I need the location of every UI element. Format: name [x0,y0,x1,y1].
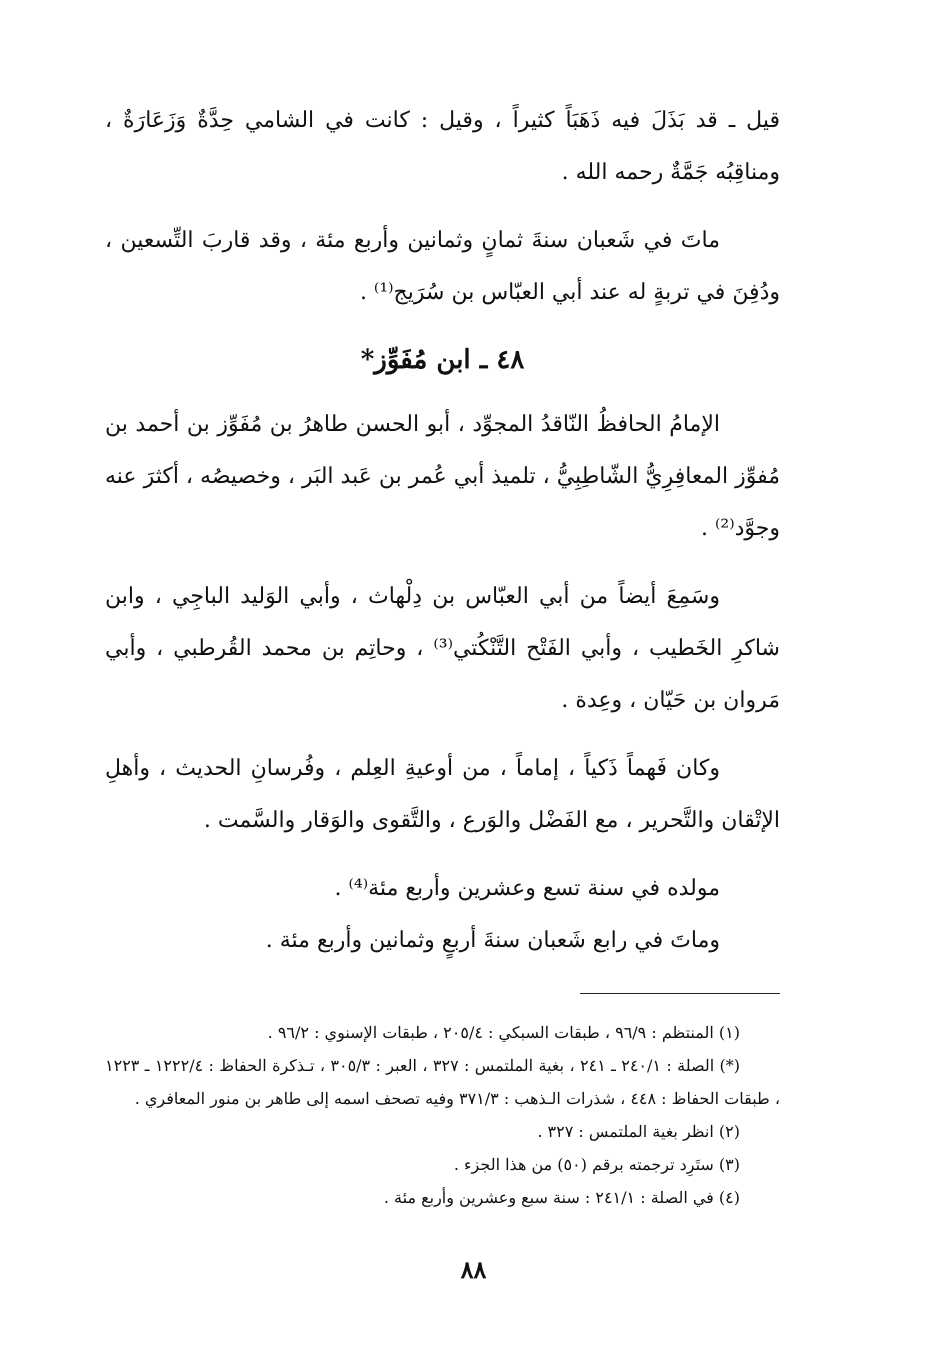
footnote-3: (٣) ستَرِد ترجمته برقم (٥٠) من هذا الجزء . [453,1155,740,1174]
paragraph-2: ماتَ في شَعبان سنةَ ثمانٍ وثمانين وأربع مئة ، وقد قاربَ التِّسعين ، ودُفِنَ في تربةٍ له عند أبي العبّاس بن سُرَيج⁽¹⁾ . [105,228,780,305]
footnote-star: (*) الصلة : ٢٤٠/١ ـ ٢٤١ ، بغية الملتمس : ٣٢٧ ، العبر : ٣٠٥/٣ ، تـذكرة الحفاظ : ١٢٢٢/٤ ـ ١٢٢٣ ، طبقات الحفاظ : ٤٤٨ ، شذرات الـذهب : ٣٧١/٣ وفيه تصحف اسمه إلى طاهر بن منور المعافري . [105,1056,780,1108]
section-heading: ٤٨ ـ ابن مُفَوِّز* [360,345,525,375]
footnote-4: (٤) في الصلة : ٢٤١/١ : سنة سبع وعشرين وأربع مئة . [383,1188,740,1207]
page-body [105,95,780,1214]
paragraph-4: وسَمِعَ أيضاً من أبي العبّاس بن دِلْهاث ، وأبي الوَليد الباجِي ، وابن شاكرِ الخَطيب ، وأبي الفَتْح التَّنْكُتي⁽³⁾ ، وحاتِم بن محمد القُرطبي ، وأبي مَروان بن حَيّان ، وعِدة . [105,584,780,713]
paragraph-6: مولده في سنة تسع وعشرين وأربع مئة⁽⁴⁾ . [334,876,720,901]
footnote-2: (٢) انظر بغية الملتمس : ٣٢٧ . [537,1122,740,1141]
footnote-1: (١) المنتظم : ٩٦/٩ ، طبقات السبكي : ٢٠٥/٤ ، طبقات الإسنوي : ٩٦/٢ . [267,1023,740,1042]
paragraph-1: قيل ـ قد بَذَلَ فيه ذَهَبَاً كثيراً ، وقيل : كانت في الشامي حِدَّةٌ وَزَعَارَةٌ ، ومناقِبُه جَمَّةٌ رحمه الله . [105,108,780,185]
paragraph-5: وكان فَهماً ذَكياً ، إماماً ، من أوعيةِ العِلم ، وفُرسانِ الحديث ، وأهلِ الإتْقان والتَّحرير ، مع الفَضْل والوَرع ، والتَّقوى والوَقار والسَّمت . [105,756,780,833]
paragraph-7: وماتَ في رابع شَعبان سنةَ أربعٍ وثمانين وأربع مئة . [265,928,720,953]
page-number: ٨٨ [460,1255,487,1284]
footnote-divider [580,993,780,994]
paragraph-3: الإمامُ الحافظُ النّاقدُ المجوِّد ، أبو الحسن طاهرُ بن مُفَوِّز بن أحمد بن مُفوِّز المعافِرِيُّ الشّاطِبِيُّ ، تلميذ أبي عُمر بن عَبد البَر ، وخصيصُه ، أكثرَ عنه وجوَّد⁽²⁾ . [105,412,780,541]
